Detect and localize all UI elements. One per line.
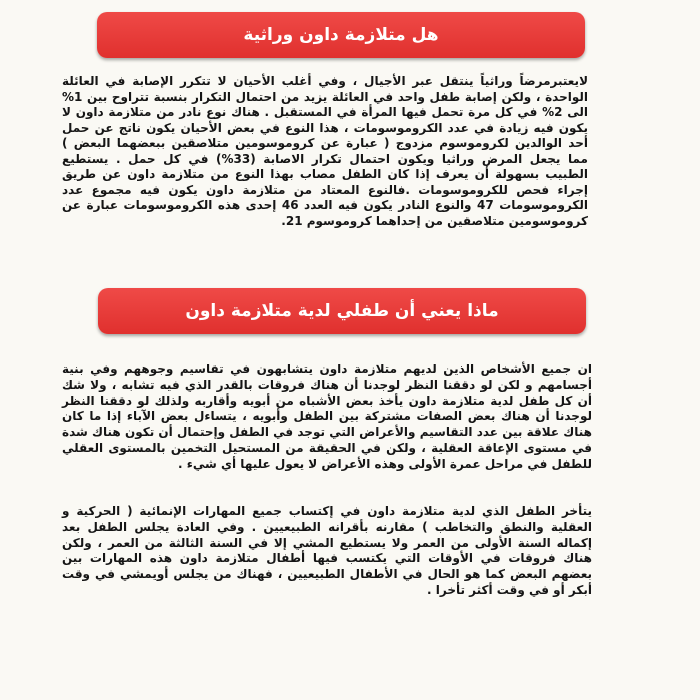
meaning-paragraph-development: يتأخر الطفل الذي لدية متلازمة داون في إكتساب جميع المهارات الإنمائية ( الحركية و العقلية والنطق والتخاطب ) مقارنه بأقرانه الطبيعيين . وفي العادة يجلس الطفل بعد إكماله السنة الأولى من العمر ولا يستطيع المشي إلا في السنة الثالثة من العمر ، ولكن هناك فروقات في الأوقات التي يكتسب فيها أطفال متلازمة داون هذه المهارات بين بعضهم البعض كما هو الحال في الأطفال الطبيعيين ، فهناك من يجلس أويمشي في وقت أبكر أو في وقت أكثر تأخرا . bbox=[62, 504, 592, 597]
meaning-paragraph-features: ان جميع الأشخاص الذين لديهم متلازمة داون يتشابهون في تقاسيم وجوههم وفي بنية أجسامهم و لكن لو دققنا النظر لوجدنا أن هناك فروقات بالقدر الذي فيه تشابه ، ولا شك أن كل طفل لدية متلازمة داون يأخذ بعض الأشباه من أبويه وأقاربه ولذلك لو دققنا النظر لوجدنا أن هناك بعض الصفات مشتركة بين الطفل وأبويه ، يتساءل بعض الآباء إذا ما كان هناك علاقة بين عدد التقاسيم والأعراض التي توجد في الطفل وإحتمال أن تكون هناك شدة في مستوى الإعاقة العقلية ، ولكن في الحقيقة من المستحيل التخمين بالمستوى العقلي للطفل في مراحل عمرة الأولى وهذه الأعراض لا يعول عليها أي شيء . bbox=[62, 362, 592, 471]
section-heading-text: ماذا يعني أن طفلي لدية متلازمة داون bbox=[185, 301, 499, 321]
section-heading-meaning bbox=[98, 288, 586, 334]
section-heading-hereditary bbox=[97, 12, 585, 58]
hereditary-paragraph: لايعتبرمرضاً وراثياً ينتقل عبر الأجيال ، وفي أغلب الأحيان لا تتكرر الإصابة في العائلة الواحدة ، ولكن إصابة طفل واحد في العائلة يزيد من احتمال التكرار بنسبة تتراوح بين 1% الى 2% في كل مرة تحمل فيها المرأة في المستقبل . هناك نوع نادر من متلازمة داون لا يكون فيه زيادة في عدد الكروموسومات ، هذا النوع في بعض الأحيان يكون ناتج عن حمل أحد الوالدين لكروموسوم مزدوج ( عبارة عن كروموسومين متلاصقين ببعضهما البعض ) مما يجعل المرض وراثيا ويكون احتمال تكرار الاصابة (33%) في كل حمل . يستطيع الطبيب بسهولة أن يعرف إذا كان الطفل مصاب بهذا النوع من متلازمة داون عن طريق إجراء فحص للكروموسومات .فالنوع المعتاد من متلازمة داون يكون فيه مجموع عدد الكروموسومات 47 والنوع النادر يكون فيه العدد 46 إحدى هذه الكروموسومات عبارة عن كروموسومين متلاصقين من إحداهما كروموسوم 21. bbox=[62, 74, 589, 228]
section-heading-text: هل متلازمة داون وراثية bbox=[243, 25, 439, 45]
